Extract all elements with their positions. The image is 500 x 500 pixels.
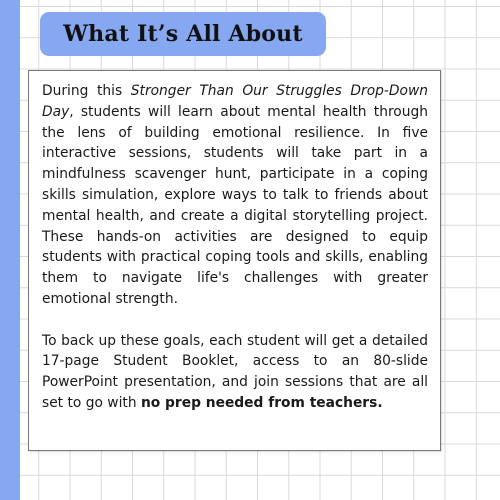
product-title: Stronger Than Our Struggles Drop-Down Day [42, 83, 428, 120]
overview-intro: During this [42, 83, 131, 99]
paragraph-overview [42, 81, 428, 310]
paragraph-resources [42, 331, 428, 414]
page-title: What It’s All About [63, 21, 303, 47]
resources-body: To back up these goals, each student will get a detailed 17-page Student Booklet, access to an 80-slide PowerPoint presentation, and join sessions that are all set to go with [42, 332, 428, 411]
no-prep-emphasis: no prep needed from teachers. [140, 394, 383, 411]
left-accent-bar [0, 0, 20, 500]
title-banner [40, 12, 326, 56]
overview-body: , students will learn about mental health through the lens of building emotional resilience. In five interactive sessions, students will take part in a mindfulness scavenger hunt, participate in a coping skills simulation, explore ways to talk to friends about mental health, and create a digital storytelling project. These hands-on activities are designed to equip students with practical coping tools and skills, enabling them to navigate life's challenges with greater emotional strength. [42, 103, 428, 307]
content-box [28, 70, 441, 451]
